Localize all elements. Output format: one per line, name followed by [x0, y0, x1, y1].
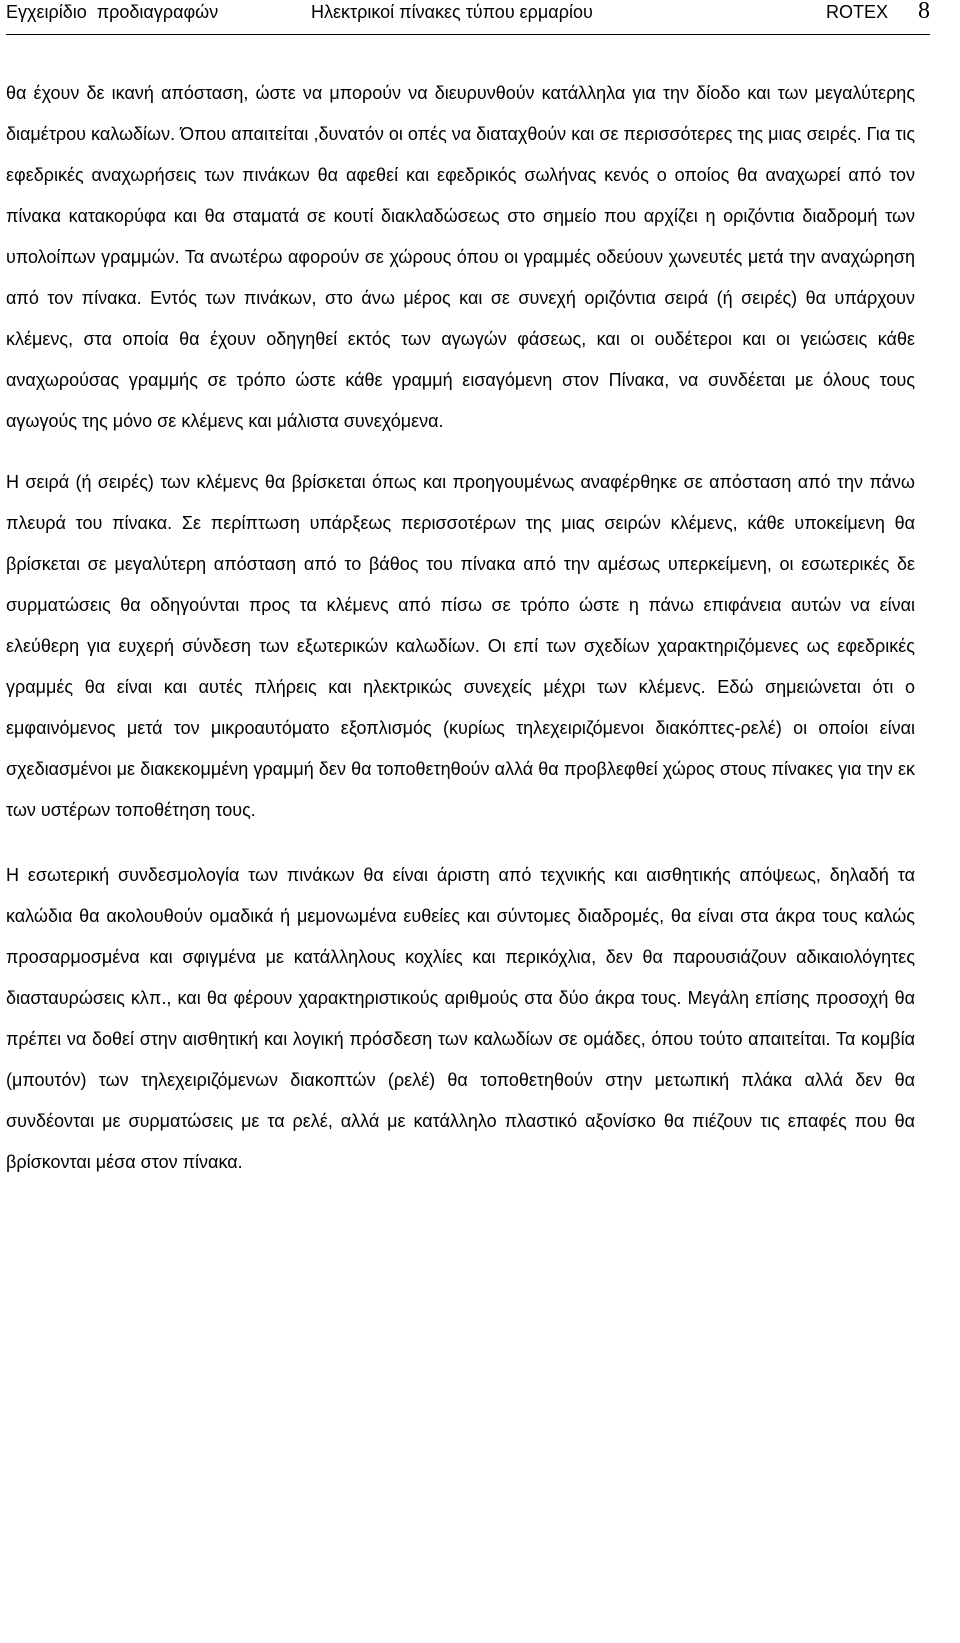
header-divider [6, 34, 930, 35]
header-section-title: Ηλεκτρικοί πίνακες τύπου ερμαρίου [311, 2, 593, 22]
paragraph: Η σειρά (ή σειρές) των κλέμενς θα βρίσκεται όπως και προηγουμένως αναφέρθηκε σε απόσταση από την πάνω πλευρά του πίνακα. Σε περίπτωση υπάρξεως περισσοτέρων της μιας σειρών κλέμενς, κάθε υποκείμενη θα βρίσκεται σε μεγαλύτερη απόσταση από το βάθος του πίνακα από την αμέσως υπερκείμενη, οι εσωτερικές δε συρματώσεις θα οδηγούνται προς τα κλέμενς από πίσω σε τρόπο ώστε η πάνω επιφάνεια αυτών να είναι ελεύθερη για ευχερή σύνδεση των εξωτερικών καλωδίων. Οι επί των σχεδίων χαρακτηριζόμενες ως εφεδρικές γραμμές θα είναι και αυτές πλήρεις και ηλεκτρικώς συνεχείς μέχρι των κλέμενς. Εδώ σημειώνεται ότι ο εμφαινόμενος μετά τον μικροαυτόματο εξοπλισμός (κυρίως τηλεχειριζόμενοι διακόπτες-ρελέ) οι οποίοι είναι σχεδιασμένοι με διακεκομμένη γραμμή δεν θα τοποθετηθούν αλλά θα προβλεφθεί χώρος στους πίνακες για την εκ των υστέρων τοποθέτηση τους. [6, 472, 915, 820]
document-body [6, 73, 915, 1183]
page-header [6, 0, 930, 30]
header-document-title: Εγχειρίδιο προδιαγραφών [6, 2, 219, 22]
paragraph: θα έχουν δε ικανή απόσταση, ώστε να μπορούν να διευρυνθούν κατάλληλα για την δίοδο και των μεγαλύτερης διαμέτρου καλωδίων. Όπου απαιτείται ,δυνατόν οι οπές να διαταχθούν και σε περισσότερες της μιας σειρές. Για τις εφεδρικές αναχωρήσεις των πινάκων θα αφεθεί και εφεδρικός σωλήνας κενός ο οποίος θα αναχωρεί από τον πίνακα κατακορύφα και θα σταματά σε κουτί διακλαδώσεως στο σημείο που αρχίζει η οριζόντια διαδρομή των υπολοίπων γραμμών. Τα ανωτέρω αφορούν σε χώρους όπου οι γραμμές οδεύουν χωνευτές μετά την αναχώρηση από τον πίνακα. Εντός των πινάκων, στο άνω μέρος και σε συνεχή οριζόντια σειρά (ή σειρές) θα υπάρχουν κλέμενς, στα οποία θα έχουν οδηγηθεί εκτός των αγωγών φάσεως, και οι ουδέτεροι και οι γειώσεις κάθε αναχωρούσας γραμμής σε τρόπο ώστε κάθε γραμμή εισαγόμενη στον Πίνακα, να συνδέεται με όλους τους αγωγούς της μόνο σε κλέμενς και μάλιστα συνεχόμενα. [6, 83, 915, 431]
page-number: 8 [918, 0, 930, 24]
header-company-name: ROTEX [825, 2, 888, 22]
paragraph: Η εσωτερική συνδεσμολογία των πινάκων θα είναι άριστη από τεχνικής και αισθητικής απόψεως, δηλαδή τα καλώδια θα ακολουθούν ομαδικά ή μεμονωμένα ευθείες και σύντομες διαδρομές, θα είναι στα άκρα τους καλώς προσαρμοσμένα και σφιγμένα με κατάλληλους κοχλίες και περικόχλια, δεν θα παρουσιάζουν αδικαιολόγητες διασταυρώσεις κλπ., και θα φέρουν χαρακτηριστικούς αριθμούς στα δύο άκρα τους. Μεγάλη επίσης προσοχή θα πρέπει να δοθεί στην αισθητική και λογική πρόσδεση των καλωδίων σε ομάδες, όπου τούτο απαιτείται. Τα κομβία (μπουτόν) των τηλεχειριζόμενων διακοπτών (ρελέ) θα τοποθετηθούν στην μετωπική πλάκα αλλά δεν θα συνδέονται με συρματώσεις με τα ρελέ, αλλά με κατάλληλο πλαστικό αξονίσκο θα πιέζουν τις επαφές που θα βρίσκονται μέσα στον πίνακα. [6, 865, 915, 1172]
